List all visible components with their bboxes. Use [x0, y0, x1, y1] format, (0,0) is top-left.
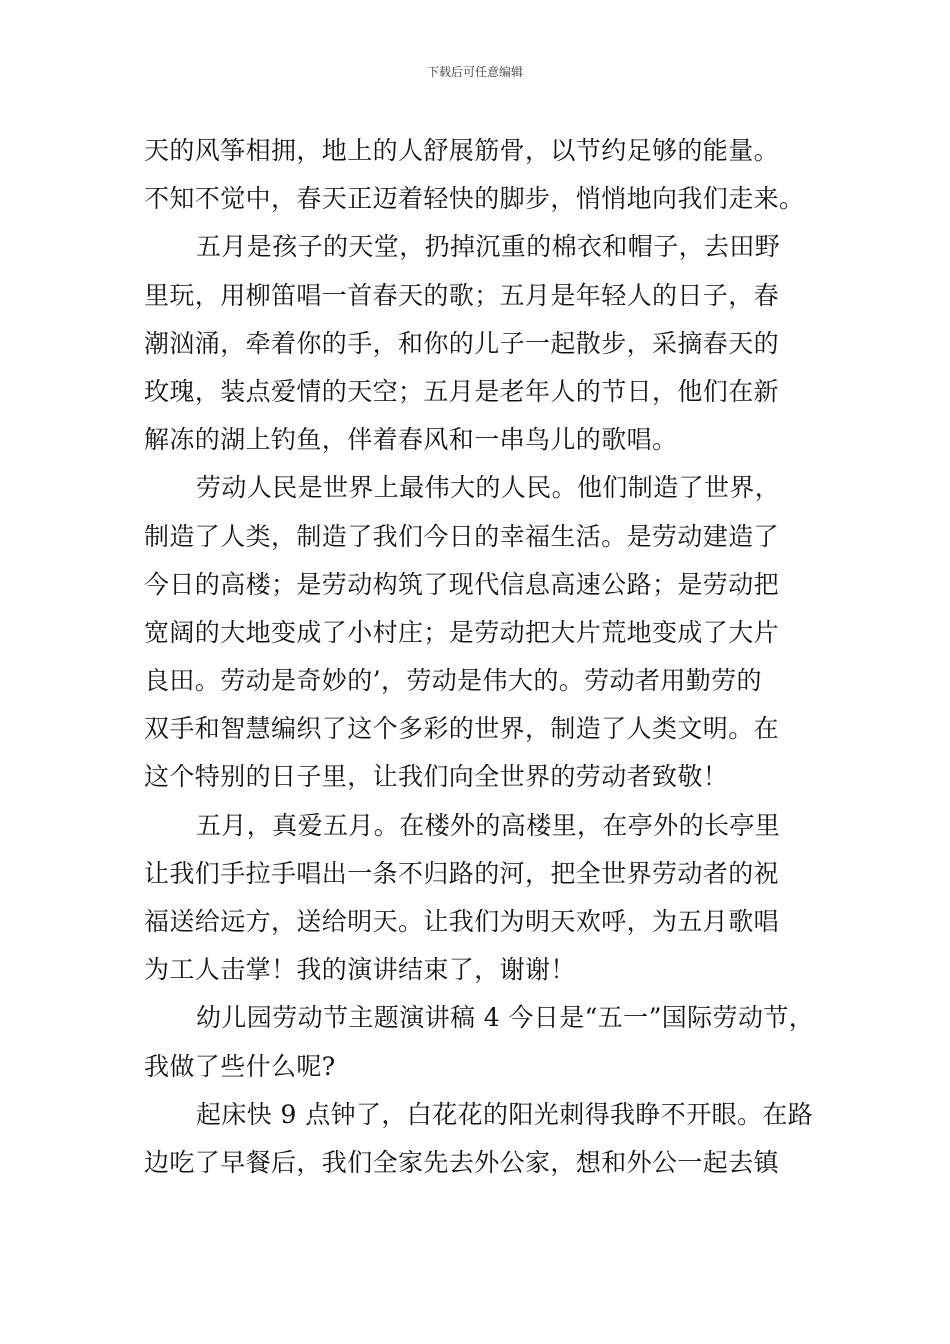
text-line: 边吃了早餐后，我们全家先去外公家，想和外公一起去镇	[144, 1147, 780, 1177]
text-line: 让我们手拉手唱出一条不归路的河，把全世界劳动者的祝	[144, 858, 780, 888]
text-line: 解冻的湖上钓鱼，伴着春风和一串鸟儿的歌唱。	[144, 425, 678, 455]
text-line: 良田。劳动是奇妙的’，劳动是伟大的。劳动者用勤劳的	[144, 666, 762, 696]
text-line: 福送给远方，送给明天。让我们为明天欢呼，为五月歌唱	[144, 907, 780, 936]
text-line: 不知不觉中，春天正迈着轻快的脚步，悄悄地向我们走来。	[144, 184, 805, 214]
body-text	[144, 127, 814, 1187]
text-line: 起床快 9 点钟了，白花花的阳光刺得我睁不开眼。在路	[196, 1099, 814, 1129]
page-header: 下载后可任意编辑	[426, 65, 523, 79]
text-line: 双手和智慧编织了这个多彩的世界，制造了人类文明。在	[144, 714, 780, 744]
text-line: 劳动人民是世界上最伟大的人民。他们制造了世界，	[196, 473, 781, 503]
text-line: 今日的高楼；是劳动构筑了现代信息高速公路；是劳动把	[144, 569, 780, 599]
text-line: 里玩，用柳笛唱一首春天的歌；五月是年轻人的日子，春	[144, 280, 780, 310]
text-line: 玫瑰，装点爱情的天空；五月是老年人的节日，他们在新	[144, 376, 780, 406]
text-line: 制造了人类，制造了我们今日的幸福生活。是劳动建造了	[144, 521, 780, 551]
text-line: 潮汹涌，牵着你的手，和你的儿子一起散步，采摘春天的	[144, 328, 780, 358]
text-line: 我做了些什么呢?	[144, 1051, 336, 1081]
text-line: 幼儿园劳动节主题演讲稿 4 今日是“五一”国际劳动节，	[196, 1003, 815, 1033]
text-line: 宽阔的大地变成了小村庄；是劳动把大片荒地变成了大片	[144, 617, 780, 647]
text-line: 为工人击掌！我的演讲结束了，谢谢！	[144, 955, 576, 985]
text-line: 五月，真爱五月。在楼外的高楼里，在亭外的长亭里	[196, 810, 781, 840]
text-line: 五月是孩子的天堂，扔掉沉重的棉衣和帽子，去田野	[196, 232, 781, 262]
text-line: 天的风筝相拥，地上的人舒展筋骨，以节约足够的能量。	[144, 136, 780, 165]
text-line: 这个特别的日子里，让我们向全世界的劳动者致敬！	[144, 762, 729, 792]
